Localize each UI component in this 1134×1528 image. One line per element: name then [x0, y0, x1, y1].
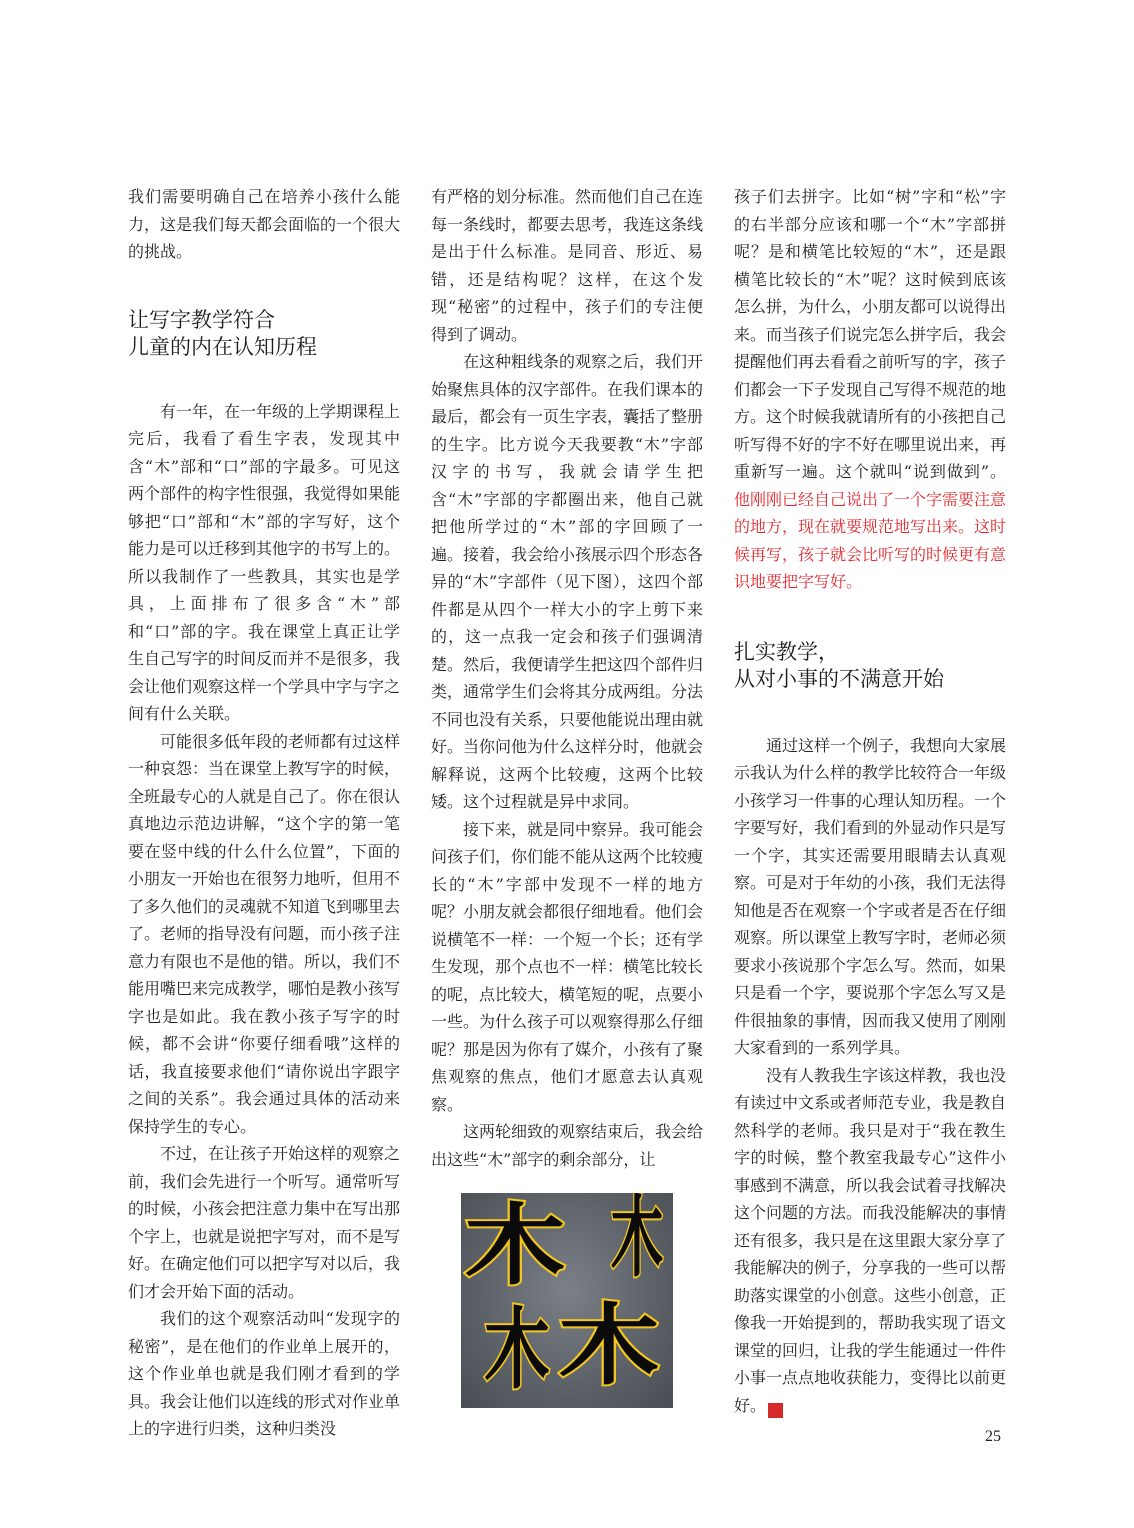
heading-1-line-2: 儿童的内在认知历程: [128, 334, 317, 359]
paragraph-text: 没有人教我生字该这样教，我也没有读过中文系或者师范专业，我是教自然科学的老师。我只是对于“我在教生字的时候，整个教室我最专心”这件小事感到不满意，所以我会试着寻找解决这个问题的方法。而我没能解决的事情还有很多，我只是在这里跟大家分享了我能解决的例子，分享我的一些可以帮助落实课堂的小创意。这些小创意，正像我一开始提到的，帮助我实现了语文课堂的回归，让我的学生能通过一件件小事一点点地收获能力，变得比以前更好。: [734, 1065, 1007, 1415]
wood-radical-narrow-2: 木: [484, 1297, 551, 1401]
section-heading-1: [128, 307, 400, 361]
heading-1-line-1: 让写字教学符合: [128, 307, 275, 332]
paragraph: 可能很多低年段的老师都有过这样一种哀怨：当在课堂上教写字的时候，全班最专心的人就是自己了。你在很认真地边示范边讲解，“这个字的第一笔要在竖中线的什么什么位置”，下面的小朋友一开始也在很努力地听，但用不了多久他们的灵魂就不知道飞到哪里去了。老师的指导没有问题，而小孩子注意力有限也不是他的错。所以，我们不能用嘴巴来完成教学，哪怕是教小孩写字也是如此。我在教小孩子写字的时候，都不会讲“你要仔细看哦”这样的话，我直接要求他们“请你说出字跟字之间的关系”。我会通过具体的活动来保持学生的专心。: [128, 731, 401, 1136]
heading-2-line-2: 从对小事的不满意开始: [734, 666, 944, 691]
paragraph: 这两轮细致的观察结束后，我会给出这些“木”部字的剩余部分，让: [431, 1122, 704, 1169]
paragraph: 不过，在让孩子开始这样的观察之前，我们会先进行一个听写。通常听写的时候，小孩会把注意力集中在写出那个字上，也就是说把字写对，而不是写好。在确定他们可以把字写对以后，我们才会开始下面的活动。: [128, 1144, 401, 1301]
wood-radical-narrow-1: 木: [610, 1193, 664, 1289]
wood-radical-wide-2: 木: [558, 1293, 660, 1397]
paragraph: 我们的这个观察活动叫“发现字的秘密”，是在他们的作业单上展开的，这个作业单也就是我们刚才看到的学具。我会让他们以连线的形式对作业单上的字进行归类，这种归类没: [128, 1309, 401, 1438]
intro-paragraph: 我们需要明确自己在培养小孩什么能力，这是我们每天都会面临的一个很大的挑战。: [128, 187, 401, 261]
paragraph: 通过这样一个例子，我想向大家展示我认为什么样的教学比较符合一年级小孩学习一件事的心理认知历程。一个字要写好，我们看到的外显动作只是写一个字，其实还需要用眼睛去认真观察。可是对于年幼的小孩，我们无法得知他是否在观察一个字或者是否在仔细观察。所以课堂上教写字时，老师必须要求小孩说那个字怎么写。然而，如果只是看一个字，要说那个字怎么写又是件很抽象的事情，因而我又使用了刚刚大家看到的一系列学具。: [734, 735, 1007, 1057]
section-heading-2: [734, 639, 1006, 693]
paragraph: 接下来，就是同中察异。我可能会问孩子们，你们能不能从这两个比较瘦长的“木”字部中发现不一样的地方呢？小朋友就会都很仔细地看。他们会说横笔不一样：一个短一个长；还有学生发现，那个点也不一样：横笔比较长的呢，点比较大，横笔短的呢，点要小一些。为什么孩子可以观察得那么仔细呢？那是因为你有了媒介，小孩有了聚焦观察的焦点，他们才愿意去认真观察。: [431, 819, 704, 1114]
wood-radical-wide-1: 木: [464, 1193, 566, 1297]
heading-2-line-1: 扎实教学，: [734, 639, 839, 664]
paragraph: 在这种粗线条的观察之后，我们开始聚焦具体的汉字部件。在我们课本的最后，都会有一页生字表，囊括了整册的生字。比方说今天我要教“木”字部汉字的书写，我就会请学生把含“木”字部的字都圈出来，他自己就把他所学过的“木”部的字回顾了一遍。接着，我会给小孩展示四个形态各异的“木”字部件（见下图），这四个部件都是从四个一样大小的字上剪下来的，这一点我一定会和孩子们强调清楚。然后，我便请学生把这四个部件归类，通常学生们会将其分成两组。分法不同也没有关系，只要他能说出理由就好。当你问他为什么这样分时，他就会解释说，这两个比较瘦，这两个比较矮。这个过程就是异中求同。: [431, 352, 704, 811]
paragraph-continued: 有严格的划分标准。然而他们自己在连每一条线时，都要去思考，我连这条线是出于什么标准。是同音、形近、易错，还是结构呢？这样，在这个发现“秘密”的过程中，孩子们的专注便得到了调动。: [431, 187, 704, 344]
end-mark-icon: 家: [768, 1403, 783, 1418]
page-number: 25: [985, 1428, 1001, 1445]
paragraph: 有一年，在一年级的上学期课程上完后，我看了看生字表，发现其中含“木”部和“口”部的字最多。可见这两个部件的构字性很强，我觉得如果能够把“口”部和“木”部的字写好，这个能力是可以迁移到其他字的书写上的。所以我制作了一些教具，其实也是学具，上面排布了很多含“木”部和“口”部的字。我在课堂上真正让学生自己写字的时间反而并不是很多，我会让他们观察这样一个学具中字与字之间有什么关联。: [128, 401, 401, 723]
highlighted-text: 他刚刚已经自己说出了一个字需要注意的地方，现在就要规范地写出来。这时候再写，孩子就会比听写的时候更有意识地要把字写好。: [734, 489, 1007, 591]
column-2: [431, 183, 703, 1173]
wood-radical-photo: [461, 1193, 673, 1408]
column-3: [734, 183, 1006, 1419]
column-1: [128, 183, 400, 1443]
paragraph: [734, 1062, 1006, 1420]
paragraph-continued: [734, 183, 1006, 596]
paragraph-text: 孩子们去拼字。比如“树”字和“松”字的右半部分应该和哪一个“木”字部拼呢？是和横笔比较短的“木”，还是跟横笔比较长的“木”呢？这时候到底该怎么拼，为什么，小朋友都可以说得出来。而当孩子们说完怎么拼字后，我会提醒他们再去看看之前听写的字，孩子们都会一下子发现自己写得不规范的地方。这个时候我就请所有的小孩把自己听写得不好的字不好在哪里说出来，再重新写一遍。这个就叫“说到做到”。: [734, 187, 1007, 481]
